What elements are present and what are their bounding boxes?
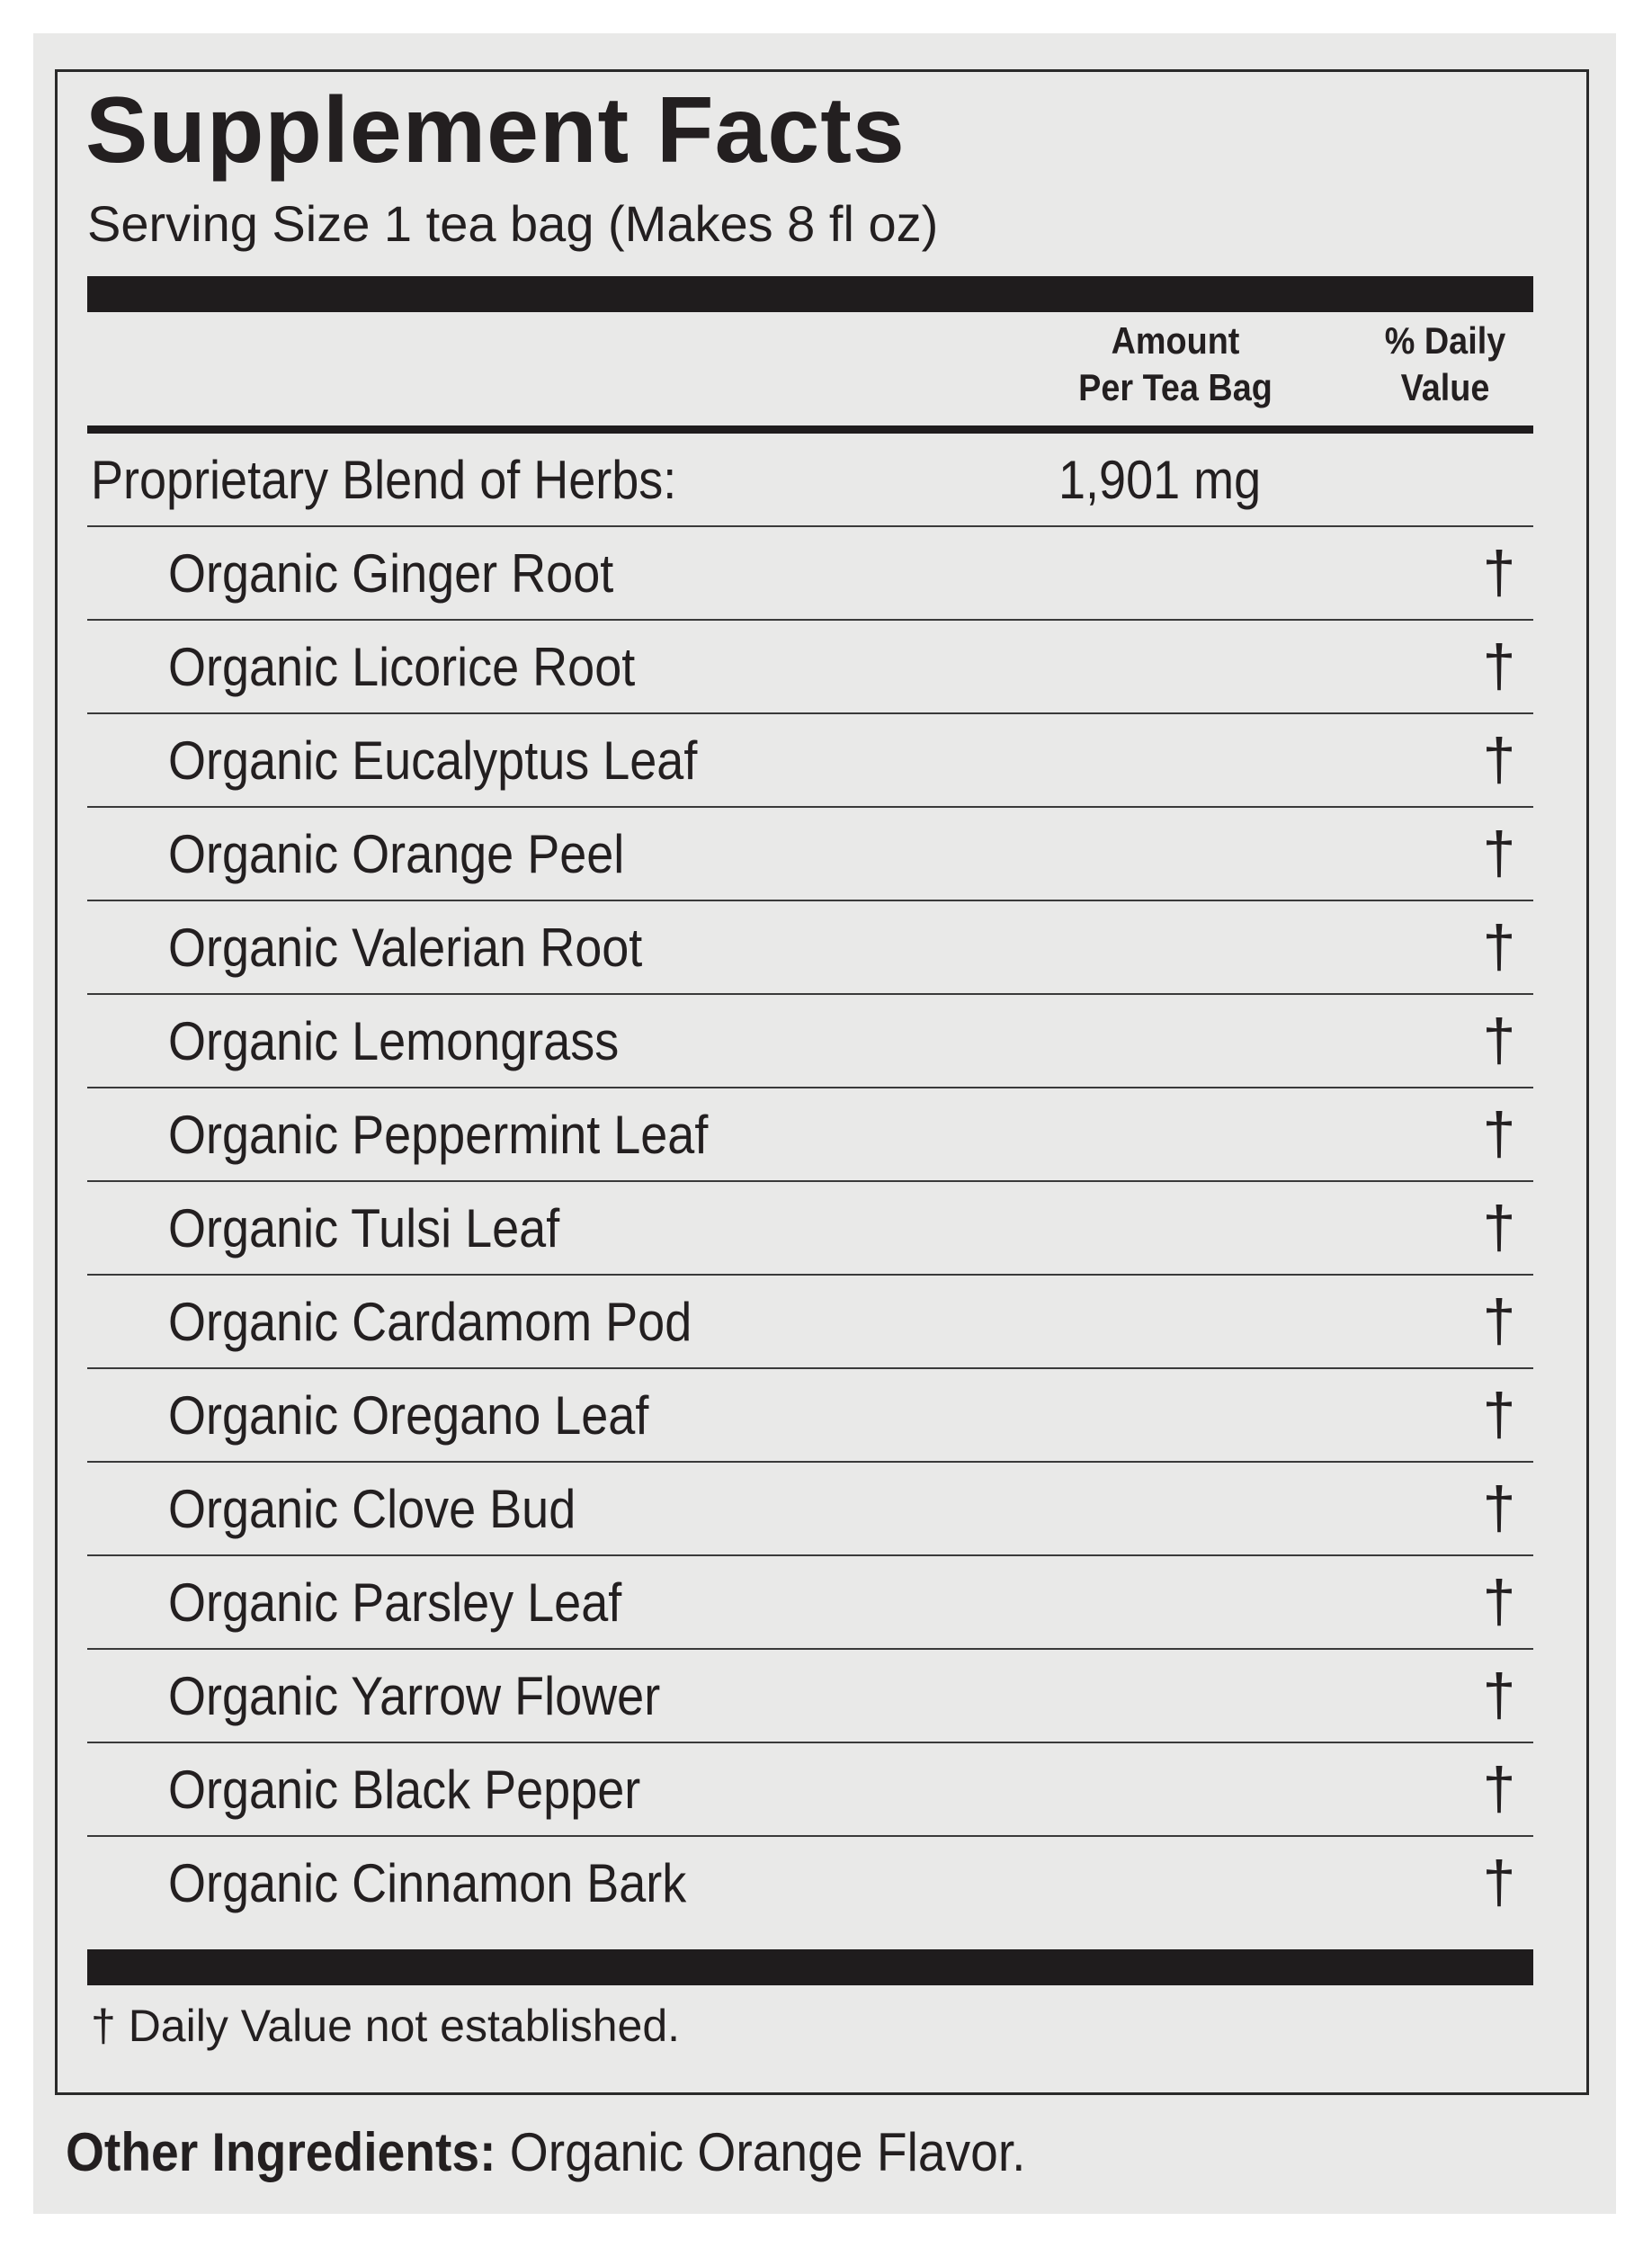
ingredient-row: [87, 1743, 1533, 1837]
ingredient-row: [87, 1369, 1533, 1463]
ingredient-row: [87, 1556, 1533, 1650]
ingredient-row: [87, 527, 1533, 621]
other-ingredients: [66, 2122, 1026, 2182]
ingredient-row: [87, 1837, 1533, 1930]
ingredient-row: [87, 714, 1533, 808]
panel-title: Supplement Facts: [85, 78, 906, 183]
dagger-mark: †: [1482, 726, 1516, 793]
dagger-mark: †: [1482, 1007, 1516, 1073]
header-rule: [87, 425, 1533, 434]
ingredient-name: Organic Tulsi Leaf: [168, 1198, 560, 1258]
ingredient-name: Organic Cardamom Pod: [168, 1292, 692, 1352]
blend-row: [87, 434, 1533, 527]
dagger-mark: †: [1482, 1661, 1516, 1728]
ingredient-name: Organic Cinnamon Bark: [168, 1853, 687, 1913]
ingredient-name: Organic Yarrow Flower: [168, 1666, 661, 1726]
ingredient-row: [87, 1463, 1533, 1556]
ingredient-name: Organic Orange Peel: [168, 824, 625, 884]
dagger-mark: †: [1482, 819, 1516, 886]
dagger-mark: †: [1482, 1194, 1516, 1260]
ingredient-row: [87, 1276, 1533, 1369]
dagger-mark: †: [1482, 632, 1516, 699]
dagger-mark: †: [1482, 1474, 1516, 1541]
ingredient-name: Organic Oregano Leaf: [168, 1385, 649, 1446]
footnote: † Daily Value not established.: [91, 2001, 681, 2051]
ingredient-row: [87, 1650, 1533, 1743]
ingredient-name: Organic Black Pepper: [168, 1760, 641, 1820]
ingredient-name: Organic Lemongrass: [168, 1011, 620, 1071]
ingredient-row: [87, 808, 1533, 901]
dagger-mark: †: [1482, 913, 1516, 980]
blend-amount: 1,901 mg: [1058, 450, 1262, 510]
ingredient-name: Organic Eucalyptus Leaf: [168, 730, 698, 791]
other-ingredients-value: Organic Orange Flavor.: [509, 2122, 1026, 2182]
top-rule: [87, 276, 1533, 312]
ingredient-row: [87, 1182, 1533, 1276]
ingredient-row: [87, 901, 1533, 995]
dagger-mark: †: [1482, 1381, 1516, 1447]
other-ingredients-label: Other Ingredients:: [66, 2122, 496, 2182]
label-card: [33, 33, 1616, 2214]
ingredient-row: [87, 995, 1533, 1088]
dagger-mark: †: [1482, 1568, 1516, 1635]
dagger-mark: †: [1482, 1755, 1516, 1822]
blend-label: Proprietary Blend of Herbs:: [91, 450, 677, 510]
daily-value-column-header: % Daily Value: [1384, 319, 1506, 408]
amount-column-header: Amount Per Tea Bag: [1078, 319, 1272, 408]
ingredient-name: Organic Valerian Root: [168, 918, 643, 978]
ingredient-name: Organic Licorice Root: [168, 637, 636, 697]
serving-size: Serving Size 1 tea bag (Makes 8 fl oz): [87, 195, 939, 252]
ingredient-name: Organic Peppermint Leaf: [168, 1105, 709, 1165]
bottom-rule: [87, 1949, 1533, 1985]
ingredient-name: Organic Ginger Root: [168, 543, 614, 604]
dagger-mark: †: [1482, 1100, 1516, 1167]
ingredient-row: [87, 621, 1533, 714]
ingredient-row: [87, 1088, 1533, 1182]
dagger-mark: †: [1482, 1849, 1516, 1915]
ingredient-name: Organic Clove Bud: [168, 1479, 576, 1539]
dagger-mark: †: [1482, 539, 1516, 605]
ingredient-name: Organic Parsley Leaf: [168, 1572, 622, 1633]
dagger-mark: †: [1482, 1287, 1516, 1354]
